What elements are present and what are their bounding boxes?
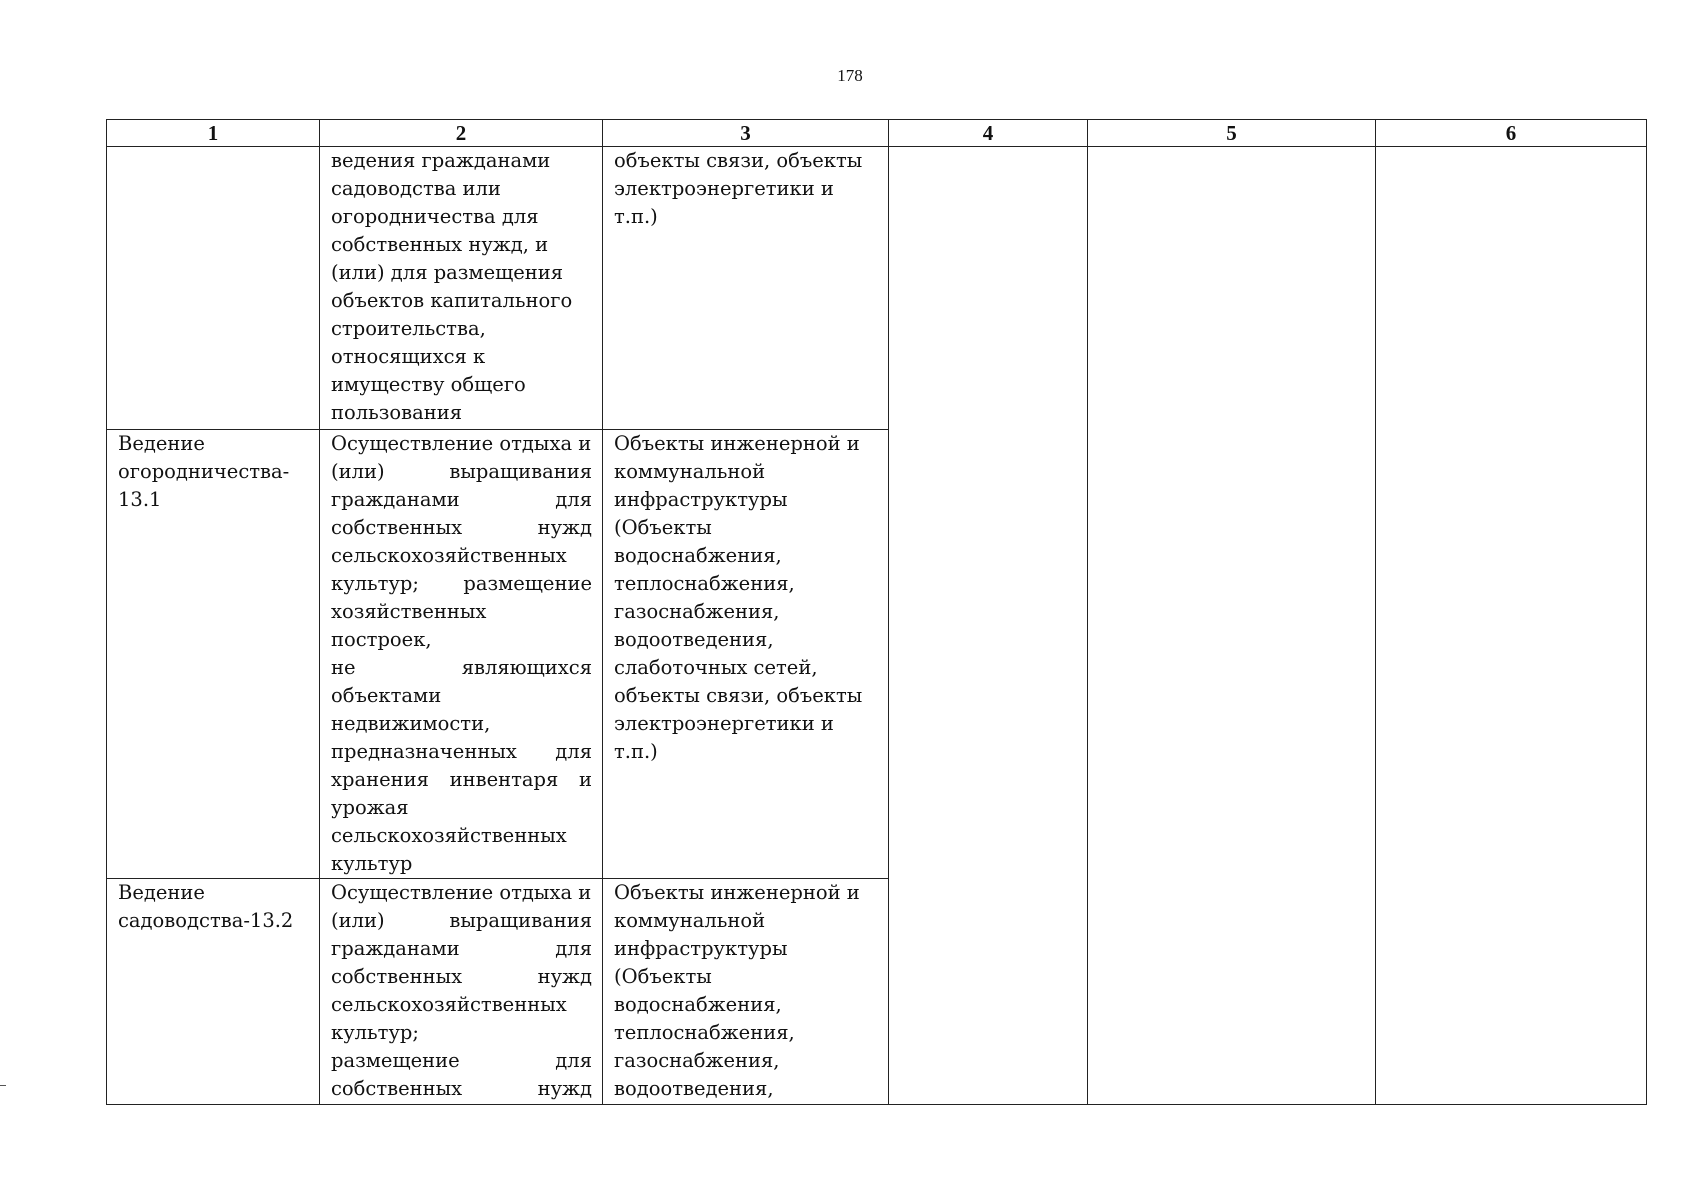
cell-text-line: Ведение [118,432,205,455]
cell-text-line: объекты связи, объекты [614,149,863,172]
cell-text-line [331,1047,592,1075]
cell-permitted-objects [603,430,889,879]
cell-word: собственных [331,516,463,539]
header-col-5: 5 [1088,120,1376,147]
cell-text-line [331,1019,592,1047]
cell-text-line: имуществу общего [331,373,526,396]
cell-text-line [331,654,592,682]
cell-text-line: пользования [331,401,463,424]
cell-word: для [555,1049,592,1072]
cell-text-line: (Объекты [614,516,712,539]
cell-text-line: ведения гражданами [331,149,551,172]
cell-text-line [331,1075,592,1103]
cell-text-line: электроэнергетики и т.п.) [614,177,834,228]
cell-word: нужд [537,1077,592,1100]
cell-land-use-name [107,879,320,1105]
cell-permitted-objects [603,879,889,1105]
cell-word: выращивания [449,909,592,932]
cell-text-line [331,682,592,710]
cell-text-line [331,879,592,907]
cell-text-line [331,738,592,766]
cell-text-line: относящихся к [331,345,486,368]
cell-text-line: водоснабжения, [614,993,782,1016]
cell-text-line [331,907,592,935]
cell-word: нужд [537,965,592,988]
cell-word: собственных [331,1077,463,1100]
cell-text-line: водоснабжения, [614,544,782,567]
header-col-1: 1 [107,120,320,147]
cell-land-use-description [320,430,603,879]
header-col-6: 6 [1376,120,1647,147]
cell-col-6 [1376,147,1647,1105]
cell-text-line: собственных нужд, и [331,233,549,256]
cell-text-line: строительства, [331,317,486,340]
zoning-table [106,119,1647,1105]
cell-word: собственных [331,965,463,988]
cell-text-line: огородничества для [331,205,539,228]
cell-word: инвентаря [449,768,559,791]
header-col-4: 4 [889,120,1088,147]
cell-word: сельскохозяйственных [331,993,567,1016]
cell-text-line [331,514,592,542]
cell-text-line: инфраструктуры [614,937,788,960]
cell-text-line [331,458,592,486]
cell-text-line [331,598,592,654]
cell-land-use-description [320,879,603,1105]
cell-word: Осуществление отдыха и [331,881,592,904]
cell-text-line: газоснабжения, [614,600,780,623]
cell-word: для [555,740,592,763]
cell-text-line: объектов капитального [331,289,573,312]
scan-margin-mark [0,1085,6,1086]
cell-word: для [555,488,592,511]
page-number: 178 [837,66,863,85]
cell-text-line: теплоснабжения, [614,572,795,595]
header-col-3: 3 [603,120,889,147]
cell-text-line [331,963,592,991]
cell-col-4 [889,147,1088,1105]
cell-word: урожая [331,796,409,819]
cell-text-line: слаботочных сетей, [614,656,818,679]
cell-land-use-name [107,430,320,879]
cell-text-line [331,935,592,963]
cell-word: размещение [463,572,592,595]
cell-word: гражданами [331,937,460,960]
cell-word: культур [331,852,413,875]
cell-word: хранения [331,768,429,791]
cell-text-line: коммунальной [614,460,766,483]
header-col-2: 2 [320,120,603,147]
cell-permitted-objects [603,147,889,430]
cell-text-line [331,991,592,1019]
cell-text-line: огородничества- [118,460,290,483]
cell-word: гражданами [331,488,460,511]
cell-word: (или) [331,460,385,483]
cell-word: недвижимости, [331,712,491,735]
cell-text-line: садоводства или [331,177,501,200]
cell-word: (или) [331,909,385,932]
cell-word: нужд [537,516,592,539]
cell-land-use-name [107,147,320,430]
cell-word: выращивания [449,460,592,483]
cell-text-line: водоотведения, [614,1077,774,1100]
cell-word: культур; [331,1021,419,1044]
cell-word: для [555,937,592,960]
cell-text-line: коммунальной [614,909,766,932]
cell-text-line: теплоснабжения, [614,1021,795,1044]
cell-text-line: садоводства-13.2 [118,909,294,932]
cell-word: Осуществление отдыха и [331,432,592,455]
cell-text-line: (или) для размещения [331,261,564,284]
cell-text-line [331,794,592,822]
cell-word: сельскохозяйственных [331,824,567,847]
cell-text-line [331,542,592,570]
cell-text-line: инфраструктуры [614,488,788,511]
cell-text-line: электроэнергетики и т.п.) [614,712,834,763]
cell-text-line: газоснабжения, [614,1049,780,1072]
cell-col-5 [1088,147,1376,1105]
cell-text-line: (Объекты [614,965,712,988]
cell-word: объектами [331,684,442,707]
cell-text-line: объекты связи, объекты [614,684,863,707]
cell-text-line: Объекты инженерной и [614,881,860,904]
cell-text-line [331,822,592,850]
cell-text-line [331,850,592,878]
cell-text-line: Ведение [118,881,205,904]
cell-word: не [331,656,356,679]
cell-text-line [331,430,592,458]
cell-text-line [331,570,592,598]
cell-word: и [578,768,592,791]
cell-word: являющихся [461,656,592,679]
cell-word: хозяйственных построек, [331,600,487,651]
cell-word: культур; [331,572,419,595]
cell-text-line: Объекты инженерной и [614,432,860,455]
cell-word: предназначенных [331,740,517,763]
table-header-row [107,120,1647,147]
cell-text-line [331,486,592,514]
cell-word: сельскохозяйственных [331,544,567,567]
cell-word: размещение [331,1049,460,1072]
cell-land-use-description [320,147,603,430]
cell-text-line: водоотведения, [614,628,774,651]
table-row [107,147,1647,430]
cell-text-line: 13.1 [118,488,162,511]
cell-text-line [331,766,592,794]
cell-text-line [331,710,592,738]
